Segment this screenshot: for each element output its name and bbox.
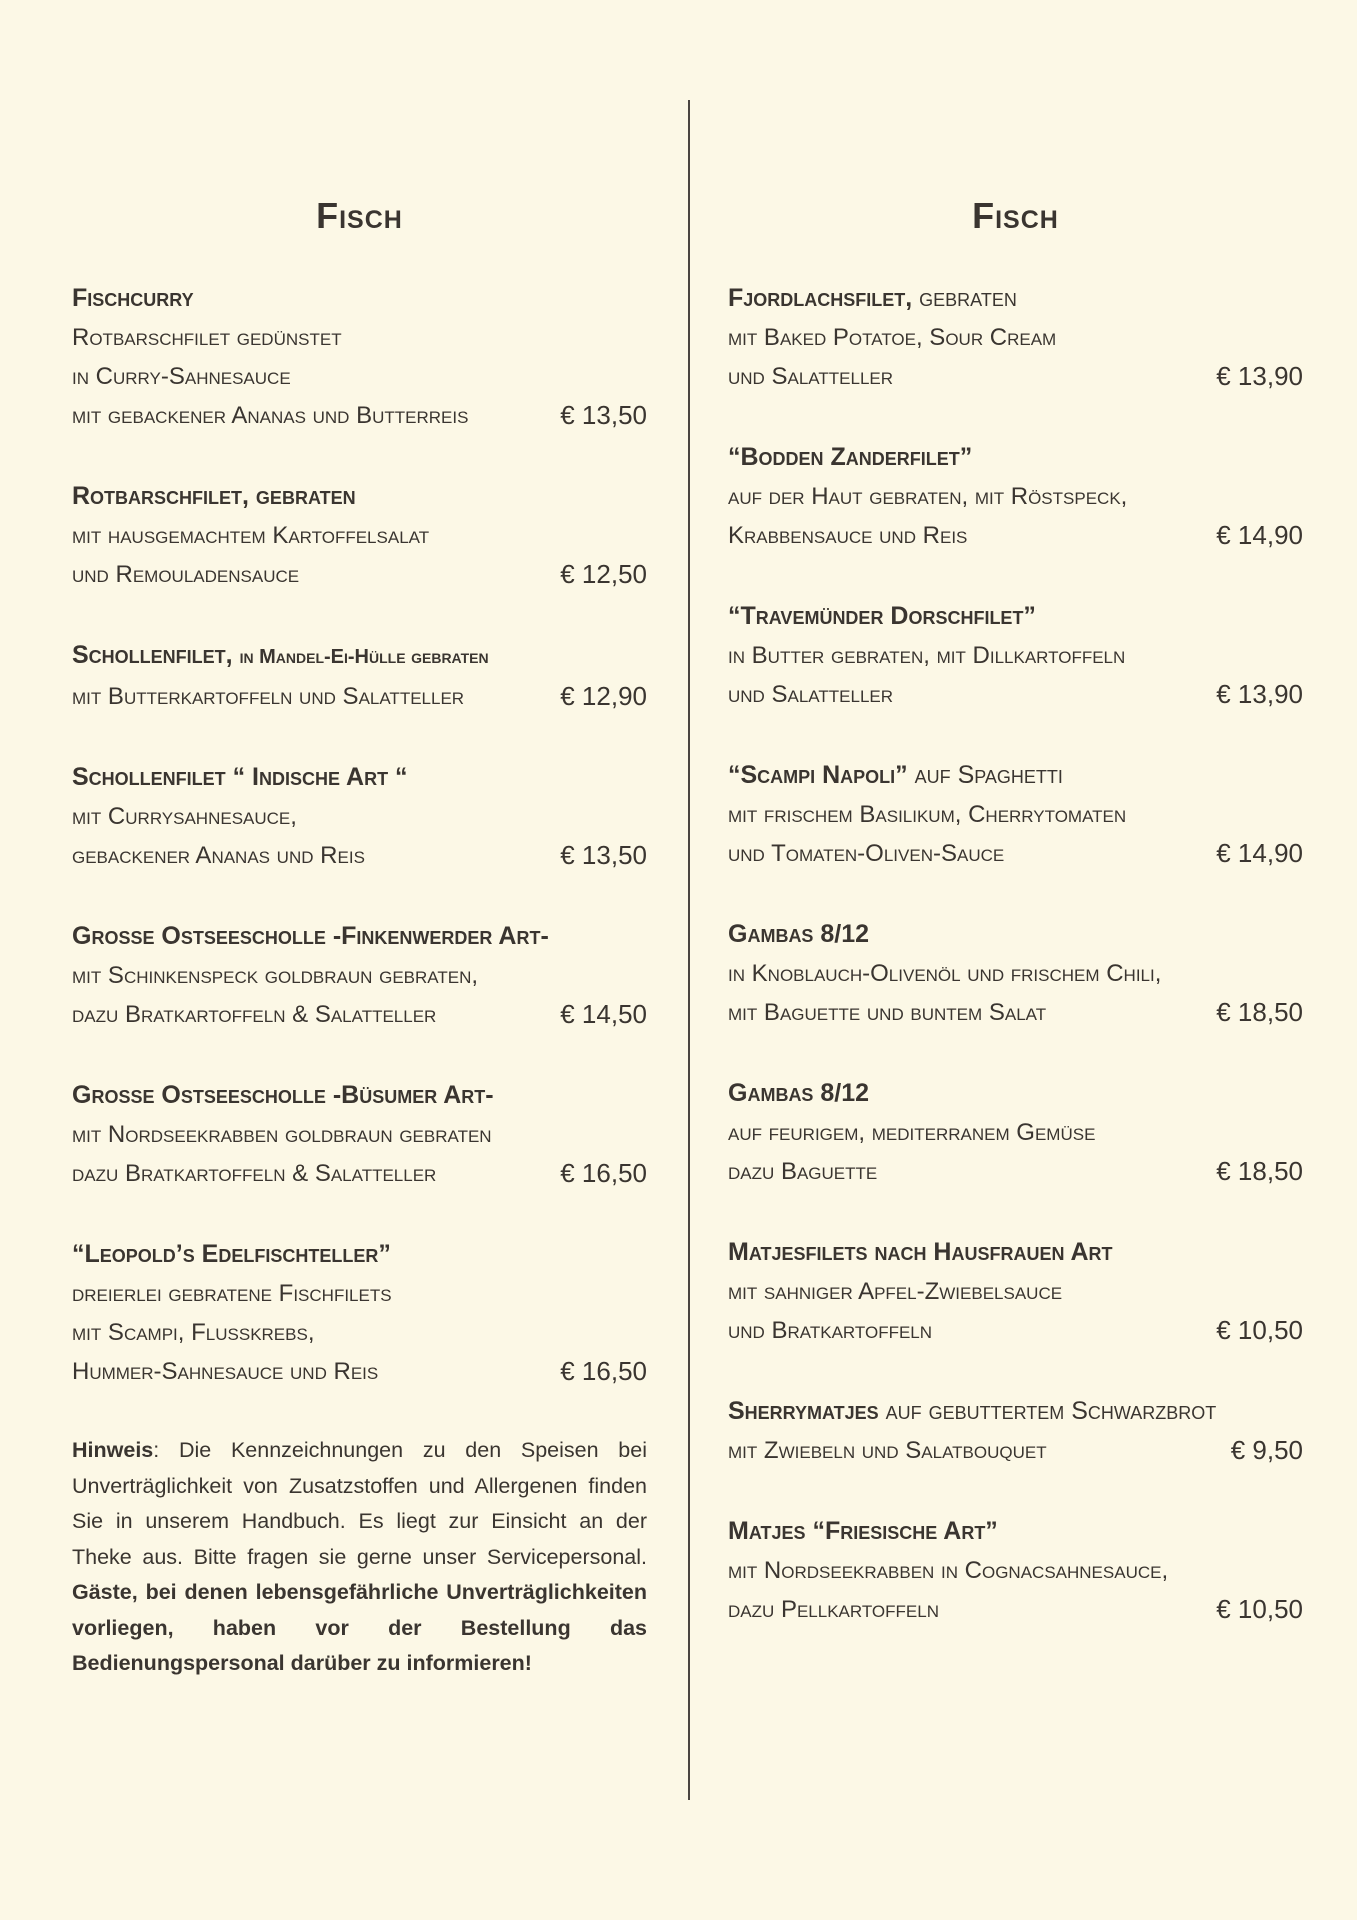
menu-item-title: “Bodden Zanderfilet”	[728, 443, 973, 471]
menu-item-name-suffix: in Mandel-Ei-Hülle gebraten	[239, 646, 489, 668]
menu-item-description-text: mit frischem Basilikum, Cherrytomaten	[728, 801, 1127, 828]
menu-item-description-text: mit Nordseekrabben goldbraun gebraten	[72, 1121, 492, 1148]
menu-item-description	[728, 357, 1303, 396]
menu-item-name-suffix: auf Spaghetti	[907, 761, 1063, 789]
menu-item	[728, 438, 1303, 555]
menu-item-description	[72, 555, 647, 594]
menu-item-description	[72, 1313, 647, 1352]
menu-item-description-text: in Butter gebraten, mit Dillkartoffeln	[728, 642, 1126, 669]
menu-item-name	[728, 279, 1303, 318]
menu-item-title: Matjesfilets nach Hausfrauen Art	[728, 1238, 1113, 1266]
menu-item	[728, 1392, 1303, 1470]
notice-label: Hinweis	[72, 1438, 154, 1462]
menu-item-description-text: mit Zwiebeln und Salatbouquet	[728, 1437, 1047, 1464]
menu-item-description	[72, 956, 647, 995]
menu-item	[728, 915, 1303, 1032]
menu-item-price: € 12,50	[560, 559, 647, 589]
menu-item-title: Schollenfilet,	[72, 641, 233, 669]
menu-item	[72, 636, 647, 716]
menu-item	[72, 477, 647, 594]
menu-item-name	[728, 438, 1303, 477]
menu-item-name	[728, 1074, 1303, 1113]
menu-item-description-text: gebackener Ananas und Reis	[72, 842, 365, 869]
left-column-title: Fisch	[316, 195, 403, 236]
menu-item-price: € 10,50	[1216, 1315, 1303, 1345]
menu-item-description-text: Krabbensauce und Reis	[728, 522, 968, 549]
menu-item-name	[728, 915, 1303, 954]
menu-item-price: € 14,90	[1216, 838, 1303, 868]
menu-item-name	[728, 597, 1303, 636]
menu-item-description	[72, 1274, 647, 1313]
menu-item-title: “Travemünder Dorschfilet”	[728, 602, 1036, 630]
left-column	[72, 195, 647, 1682]
menu-item-price: € 13,90	[1216, 361, 1303, 391]
menu-item-description	[72, 1154, 647, 1193]
menu-item	[72, 758, 647, 875]
menu-item-description	[728, 516, 1303, 555]
menu-item-title: Fischcurry	[72, 284, 194, 312]
menu-item-name	[72, 1235, 647, 1274]
menu-item-description-text: mit gebackener Ananas und Butterreis	[72, 402, 469, 429]
menu-item-price: € 18,50	[1216, 1156, 1303, 1186]
menu-item-name	[72, 1076, 647, 1115]
menu-item-title: Sherrymatjes	[728, 1397, 879, 1425]
menu-item-description-text: mit Butterkartoffeln und Salatteller	[72, 683, 465, 710]
menu-item-title: Große Ostseescholle -Finkenwerder Art-	[72, 922, 549, 950]
menu-item-description	[728, 477, 1303, 516]
menu-item-description-text: mit Schinkenspeck goldbraun gebraten,	[72, 962, 479, 989]
menu-item-title: Gambas 8/12	[728, 1079, 870, 1107]
menu-item	[728, 1233, 1303, 1350]
menu-item-description	[728, 675, 1303, 714]
menu-item-description-text: mit hausgemachtem Kartoffelsalat	[72, 522, 430, 549]
menu-item-price: € 9,50	[1230, 1435, 1303, 1465]
menu-item-price: € 12,90	[560, 681, 647, 711]
menu-item-description	[728, 834, 1303, 873]
menu-item-name-suffix: auf gebuttertem Schwarzbrot	[878, 1397, 1217, 1425]
menu-item-price: € 13,90	[1216, 679, 1303, 709]
right-column	[728, 195, 1303, 1671]
menu-item-description	[72, 677, 647, 716]
menu-item-description-text: dazu Bratkartoffeln & Salatteller	[72, 1001, 437, 1028]
menu-item-title: “Scampi Napoli”	[728, 761, 908, 789]
menu-item-description-text: und Remouladensauce	[72, 561, 300, 588]
right-column-title: Fisch	[972, 195, 1059, 236]
menu-item-description	[728, 1113, 1303, 1152]
menu-item-description-text: mit Scampi, Flußkrebs,	[72, 1319, 315, 1346]
menu-item	[72, 1235, 647, 1391]
menu-item-description-text: in Curry-Sahnesauce	[72, 363, 291, 390]
notice-text: : Die Kennzeichnungen zu den Speisen bei Unverträglichkeit von Zusatzstoffen und Allergenen finden Sie in unserem Handbuch. Es liegt zur Einsicht an der Theke aus. Bitte fragen sie gerne unser Servicepersonal.	[72, 1438, 647, 1569]
menu-item-description-text: dazu Bratkartoffeln & Salatteller	[72, 1160, 437, 1187]
menu-item-description-text: in Knoblauch-Olivenöl und frischem Chili,	[728, 960, 1162, 987]
menu-item-description	[728, 1590, 1303, 1629]
menu-item-description	[728, 954, 1303, 993]
menu-item-price: € 16,50	[560, 1356, 647, 1386]
menu-item-description-text: und Salatteller	[728, 681, 894, 708]
menu-item-title: Große Ostseescholle -Büsumer Art-	[72, 1081, 494, 1109]
menu-item-name	[728, 1392, 1303, 1431]
menu-item-description	[728, 636, 1303, 675]
menu-item-description	[728, 1311, 1303, 1350]
menu-item-description-text: mit sahniger Apfel-Zwiebelsauce	[728, 1278, 1063, 1305]
menu-item-price: € 14,50	[560, 999, 647, 1029]
menu-item-description	[72, 1115, 647, 1154]
menu-item-description	[728, 1431, 1303, 1470]
menu-item-description	[72, 836, 647, 875]
menu-item-description-text: dazu Baguette	[728, 1158, 878, 1185]
menu-item-description-text: mit Currysahnesauce,	[72, 803, 297, 830]
right-menu-list	[728, 279, 1303, 1629]
menu-item-description-text: mit Baguette und buntem Salat	[728, 999, 1047, 1026]
menu-item-description	[728, 795, 1303, 834]
menu-item-description	[72, 1352, 647, 1391]
menu-item-name	[728, 1233, 1303, 1272]
menu-item-title: “Leopold’s Edelfischteller”	[72, 1240, 391, 1268]
menu-item-description-text: Rotbarschfilet gedünstet	[72, 324, 342, 351]
menu-item-description	[728, 1152, 1303, 1191]
menu-item-description	[72, 797, 647, 836]
menu-item-name	[72, 636, 647, 677]
menu-item-name	[72, 758, 647, 797]
menu-item-description-text: mit Nordseekrabben in Cognacsahnesauce,	[728, 1557, 1169, 1584]
menu-item-name-suffix: gebraten	[912, 284, 1017, 312]
menu-item-title: Fjordlachsfilet,	[728, 284, 913, 312]
allergen-notice	[72, 1433, 647, 1682]
menu-item-description-text: dazu Pellkartoffeln	[728, 1596, 939, 1623]
menu-item-name	[728, 756, 1303, 795]
menu-item-description	[72, 995, 647, 1034]
menu-item-name	[72, 477, 647, 516]
menu-item-name	[728, 1512, 1303, 1551]
menu-item-description	[72, 357, 647, 396]
menu-item-description	[728, 1551, 1303, 1590]
menu-item-description	[72, 516, 647, 555]
menu-item	[72, 279, 647, 435]
menu-item-title: Schollenfilet “ Indische Art “	[72, 763, 408, 791]
menu-item	[728, 597, 1303, 714]
menu-item	[728, 1512, 1303, 1629]
menu-item-description-text: Hummer-Sahnesauce und Reis	[72, 1358, 379, 1385]
menu-item-description-text: mit Baked Potatoe, Sour Cream	[728, 324, 1057, 351]
menu-item-description	[72, 396, 647, 435]
menu-item-price: € 14,90	[1216, 520, 1303, 550]
menu-item	[728, 279, 1303, 396]
menu-item-price: € 13,50	[560, 840, 647, 870]
menu-item-description	[72, 318, 647, 357]
menu-item-price: € 18,50	[1216, 997, 1303, 1027]
menu-item-description-text: und Bratkartoffeln	[728, 1317, 933, 1344]
menu-item-description	[728, 993, 1303, 1032]
menu-item-description-text: und Salatteller	[728, 363, 894, 390]
menu-item-price: € 13,50	[560, 400, 647, 430]
menu-item-description-text: dreierlei gebratene Fischfilets	[72, 1280, 392, 1307]
menu-item-title: Rotbarschfilet, gebraten	[72, 482, 356, 510]
menu-item-price: € 10,50	[1216, 1594, 1303, 1624]
menu-item-description	[728, 318, 1303, 357]
menu-item-title: Matjes “Friesische Art”	[728, 1517, 998, 1545]
menu-item-description-text: auf feurigem, mediterranem Gemüse	[728, 1119, 1096, 1146]
notice-bold-text: Gäste, bei denen lebensgefährliche Unverträglichkeiten vorliegen, haben vor der Bestellung das Bedienungspersonal darüber zu informieren!	[72, 1580, 647, 1675]
menu-item-description	[728, 1272, 1303, 1311]
menu-item	[72, 917, 647, 1034]
menu-item-title: Gambas 8/12	[728, 920, 870, 948]
menu-item	[728, 1074, 1303, 1191]
menu-item-description-text: auf der Haut gebraten, mit Röstspeck,	[728, 483, 1128, 510]
menu-item-price: € 16,50	[560, 1158, 647, 1188]
menu-item	[728, 756, 1303, 873]
menu-item-description-text: und Tomaten-Oliven-Sauce	[728, 840, 1005, 867]
menu-item-name	[72, 279, 647, 318]
column-divider	[688, 100, 690, 1800]
menu-item	[72, 1076, 647, 1193]
menu-item-name	[72, 917, 647, 956]
left-menu-list	[72, 279, 647, 1391]
